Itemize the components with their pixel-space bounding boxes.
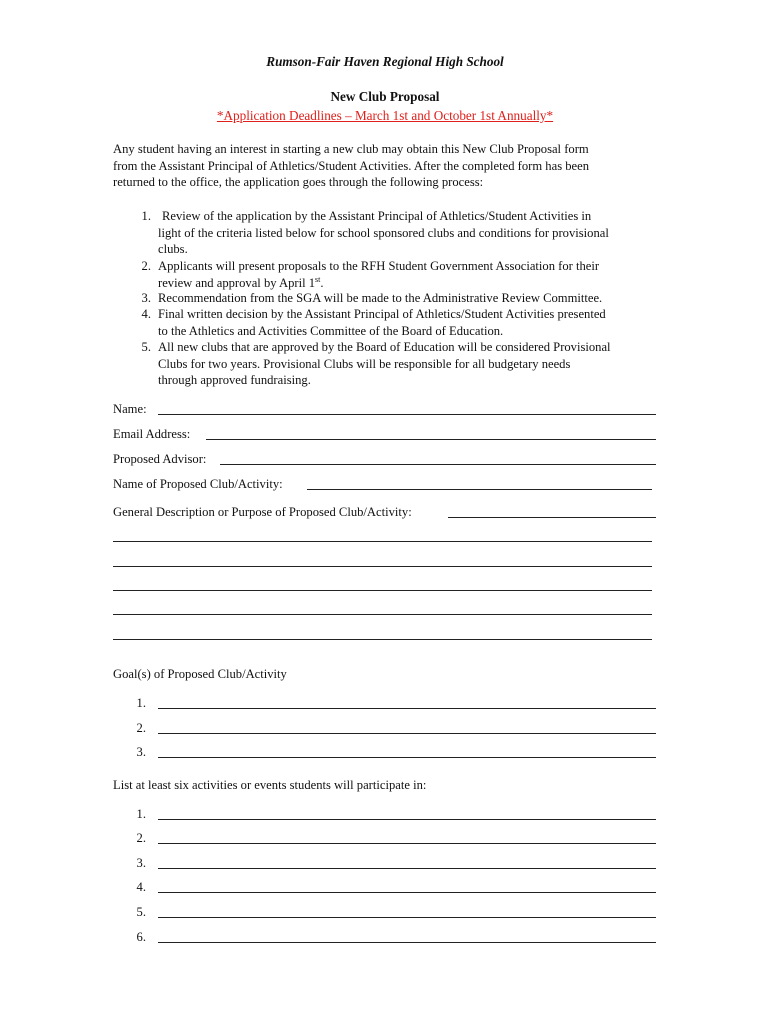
intro-line: returned to the office, the application goes through the following process:	[113, 175, 484, 189]
deadline-notice: *Application Deadlines – March 1st and October 1st Annually*	[216, 108, 554, 123]
step-text-superscript: st	[315, 274, 321, 284]
intro-line: from the Assistant Principal of Athletics/Student Activities. After the completed form has been	[113, 158, 590, 173]
step-text: All new clubs that are approved by the Board of Education will be considered Provisional	[158, 340, 611, 354]
intro-paragraph	[113, 141, 658, 191]
activity-field[interactable]	[158, 942, 656, 943]
step-text: review and approval by April 1	[158, 275, 316, 290]
step-number: 2.	[141, 259, 151, 273]
goals-label: Goal(s) of Proposed Club/Activity	[113, 667, 287, 681]
step-text: light of the criteria listed below for school sponsored clubs and conditions for provisional	[158, 225, 609, 240]
form-title: New Club Proposal	[330, 89, 440, 104]
step-text-last	[158, 275, 663, 292]
club-name-label: Name of Proposed Club/Activity:	[113, 477, 283, 491]
email-field[interactable]	[206, 439, 656, 440]
description-line[interactable]	[113, 566, 652, 567]
step-text: Clubs for two years. Provisional Clubs will be responsible for all budgetary needs	[158, 356, 571, 371]
step-text: Review of the application by the Assistant Principal of Athletics/Student Activities in	[162, 209, 592, 223]
activity-number: 4.	[136, 880, 146, 894]
step-text: Final written decision by the Assistant Principal of Athletics/Student Activities presented	[158, 307, 606, 321]
step-number: 5.	[141, 340, 151, 354]
description-label: General Description or Purpose of Proposed Club/Activity:	[113, 505, 412, 519]
advisor-label: Proposed Advisor:	[113, 452, 207, 466]
goal-field[interactable]	[158, 757, 656, 758]
advisor-field[interactable]	[220, 464, 656, 465]
description-line[interactable]	[113, 541, 652, 542]
goal-field[interactable]	[158, 708, 656, 709]
step-number: 1.	[141, 209, 151, 223]
school-name: Rumson-Fair Haven Regional High School	[266, 54, 504, 69]
activity-number: 5.	[136, 905, 146, 919]
step-text: through approved fundraising.	[158, 373, 311, 387]
goal-number: 3.	[136, 745, 146, 759]
activity-field[interactable]	[158, 917, 656, 918]
activity-number: 3.	[136, 856, 146, 870]
club-name-field[interactable]	[307, 489, 652, 490]
activity-number: 1.	[136, 807, 146, 821]
step-number: 4.	[141, 307, 151, 321]
goal-number: 1.	[136, 696, 146, 710]
step-number: 3.	[141, 291, 151, 305]
step-text: Applicants will present proposals to the RFH Student Government Association for their	[158, 259, 600, 273]
name-label: Name:	[113, 402, 147, 416]
activity-number: 6.	[136, 930, 146, 944]
description-line[interactable]	[113, 614, 652, 615]
goal-field[interactable]	[158, 733, 656, 734]
description-line[interactable]	[113, 590, 652, 591]
activity-field[interactable]	[158, 819, 656, 820]
activity-field[interactable]	[158, 843, 656, 844]
activity-field[interactable]	[158, 868, 656, 869]
intro-line: Any student having an interest in starting a new club may obtain this New Club Proposal form	[113, 142, 589, 156]
step-text: .	[320, 275, 324, 290]
activities-label: List at least six activities or events students will participate in:	[113, 778, 427, 792]
description-line[interactable]	[113, 639, 652, 640]
step-text: Recommendation from the SGA will be made to the Administrative Review Committee.	[158, 291, 603, 305]
description-field[interactable]	[448, 517, 656, 518]
activity-field[interactable]	[158, 892, 656, 893]
step-text: clubs.	[158, 242, 188, 256]
step-text: to the Athletics and Activities Committee of the Board of Education.	[158, 323, 504, 338]
goal-number: 2.	[136, 721, 146, 735]
email-label: Email Address:	[113, 427, 191, 441]
name-field[interactable]	[158, 414, 656, 415]
activity-number: 2.	[136, 831, 146, 845]
